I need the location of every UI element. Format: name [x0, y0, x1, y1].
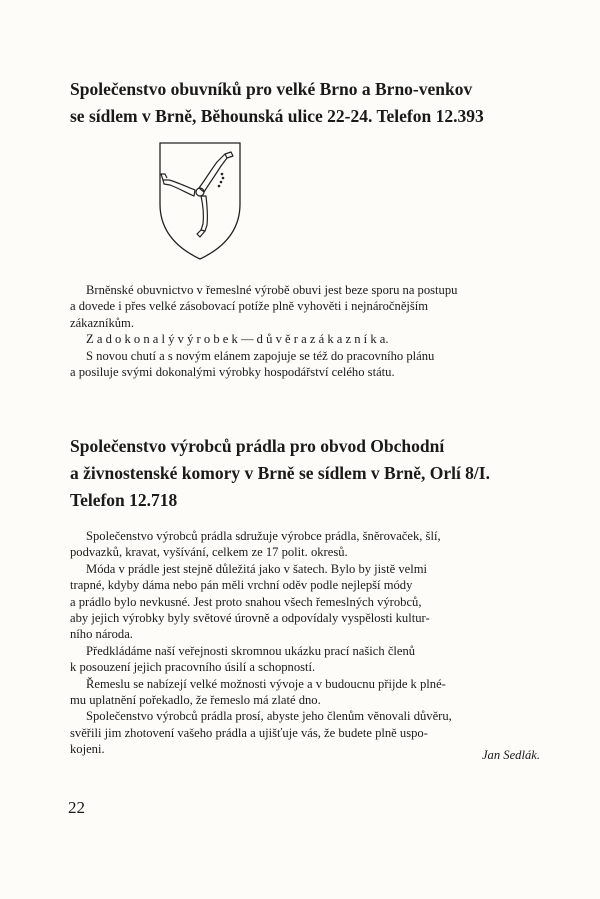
section2-heading	[70, 433, 550, 514]
section1-heading	[70, 76, 550, 130]
body-line: Předkládáme naší veřejnosti skromnou ukázku prací našich členů	[86, 643, 416, 658]
three-legs-shield-icon	[159, 142, 241, 260]
section1-heading-line: Společenstvo obuvníků pro velké Brno a Brno-venkov	[70, 79, 473, 99]
signature: Jan Sedlák.	[481, 748, 540, 762]
body-line: ního národa.	[70, 627, 133, 642]
section2-heading-line: Telefon 12.718	[70, 490, 178, 510]
body-line: podvazků, kravat, vyšívání, celkem ze 17 polit. okresů.	[70, 545, 348, 560]
body-line: aby jejich výrobky byly světové úrovně a odpovídaly vyspělosti kultur-	[70, 611, 430, 626]
section2-heading-line: a živnostenské komory v Brně se sídlem v Brně, Orlí 8/I.	[70, 463, 490, 483]
body-line: a posiluje svými dokonalými výrobky hospodářství celého státu.	[70, 365, 395, 380]
body-line: Společenstvo výrobců prádla sdružuje výrobce prádla, šněrovaček, šlí,	[86, 529, 441, 543]
section1-body	[70, 282, 546, 380]
body-line: k posouzení jejich pracovního úsilí a schopností.	[70, 660, 316, 675]
page-number: 22	[68, 798, 85, 817]
body-line: Móda v prádle jest stejně důležitá jako v šatech. Bylo by jistě velmi	[86, 561, 427, 576]
body-line: trapné, kdyby dáma nebo pán měli vrchní oděv podle nejlepší módy	[70, 578, 413, 593]
body-line: a dovede i přes velké zásobovací potíže plně vyhověti i nejnáročnějším	[70, 299, 429, 314]
body-line: kojeni.	[70, 742, 105, 757]
body-line: Řemeslu se nabízejí velké možnosti vývoje a v budoucnu přijde k plné-	[86, 676, 446, 691]
body-line: mu uplatnění pořekadlo, že řemeslo má zlaté dno.	[70, 693, 321, 708]
body-line: Z a d o k o n a l ý v ý r o b e k — d ů v ě r a z á k a z n í k a.	[86, 332, 389, 347]
body-line: Společenstvo výrobců prádla prosí, abyste jeho členům věnovali důvěru,	[86, 709, 452, 724]
body-line: Brněnské obuvnictvo v řemeslné výrobě obuvi jest beze sporu na postupu	[86, 283, 458, 297]
section2-heading-line: Společenstvo výrobců prádla pro obvod Obchodní	[70, 436, 445, 456]
body-line: zákazníkům.	[70, 315, 134, 330]
body-line: svěřili jim zhotovení vašeho prádla a ujišťuje vás, že budete plně uspo-	[70, 725, 428, 740]
body-line: a prádlo bylo nevkusné. Jest proto snahou všech řemeslných výrobců,	[70, 594, 422, 609]
body-line: S novou chutí a s novým elánem zapojuje se též do pracovního plánu	[86, 348, 435, 363]
section1-heading-line: se sídlem v Brně, Běhounská ulice 22-24. Telefon 12.393	[70, 106, 484, 126]
section2-body	[70, 528, 546, 758]
